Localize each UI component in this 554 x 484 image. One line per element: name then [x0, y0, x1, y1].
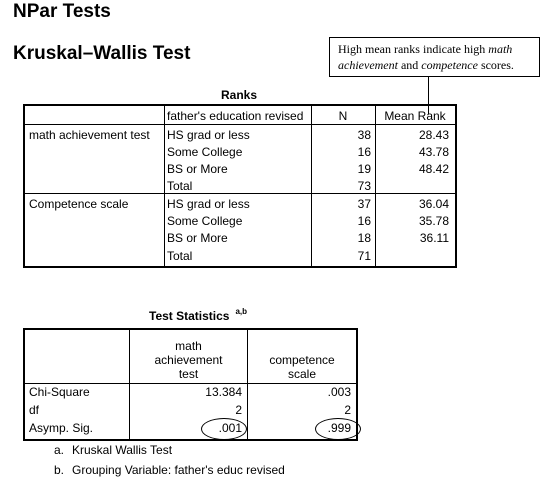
significance-highlight-circle-competence: [315, 418, 361, 440]
ranks-level: HS grad or less: [167, 128, 250, 142]
ranks-divider-variable: [164, 106, 165, 266]
ranks-n: 19: [357, 162, 371, 176]
ts-row-label: Asymp. Sig.: [29, 421, 94, 435]
ranks-level: Some College: [167, 145, 243, 159]
footnote-mark: b.: [54, 463, 65, 477]
significance-highlight-circle-math: [201, 418, 247, 440]
ts-header-col1-line3: test: [178, 367, 199, 381]
ranks-n: 18: [357, 231, 371, 245]
ranks-mean-rank: 36.11: [419, 231, 449, 245]
ranks-header-rule: [25, 124, 455, 125]
ranks-level: Some College: [167, 214, 243, 228]
ranks-mean-rank: 35.78: [418, 214, 449, 228]
ts-value-col2: 2: [344, 403, 351, 417]
callout-text-post: scores.: [477, 58, 514, 72]
ranks-n: 16: [357, 214, 371, 228]
callout-text-pre: High mean ranks indicate high: [338, 42, 489, 56]
test-statistics-title-footnote-marks: a,b: [235, 307, 248, 316]
ranks-mean-rank: 43.78: [418, 145, 449, 159]
ts-value-col1-sig: .001: [218, 421, 242, 435]
ranks-variable-label: math achievement test: [29, 128, 150, 142]
ranks-n: 37: [357, 197, 371, 211]
footnote-a: [54, 443, 172, 457]
ranks-header-factor: father's education revised: [167, 109, 304, 123]
annotation-callout: [329, 37, 540, 77]
callout-text-mid: and: [397, 58, 422, 72]
kruskal-wallis-heading: Kruskal–Wallis Test: [13, 43, 191, 64]
ts-header-col1-line2: achievement: [154, 353, 223, 367]
ranks-divider-n: [375, 106, 376, 266]
ts-header-col1-line1: math: [175, 339, 202, 353]
ts-header-rule: [25, 383, 356, 384]
test-statistics-title-text: Test Statistics: [149, 309, 230, 323]
ranks-level-total: Total: [167, 249, 193, 263]
test-statistics-table: [23, 328, 358, 441]
ranks-mean-rank: 28.43: [418, 128, 449, 142]
ranks-header-n: N: [338, 109, 348, 123]
ts-value-col1: 13.384: [205, 385, 242, 399]
test-statistics-title: [149, 308, 247, 323]
callout-em-math: math achievement: [338, 42, 513, 72]
ranks-level-total: Total: [167, 179, 193, 193]
footnote-mark: a.: [54, 443, 65, 457]
ranks-mean-rank: 36.04: [418, 197, 449, 211]
footnote-text: Grouping Variable: father's educ revised: [72, 463, 285, 477]
ts-row-label: df: [29, 403, 40, 417]
npar-tests-heading: NPar Tests: [13, 1, 111, 22]
callout-em-competence: competence: [421, 58, 478, 72]
ranks-header-mean-rank: Mean Rank: [384, 109, 446, 123]
ts-row-label: Chi-Square: [29, 385, 90, 399]
ts-value-col1: 2: [235, 403, 242, 417]
ranks-table-title: Ranks: [221, 88, 258, 102]
footnote-b: [54, 463, 285, 477]
ts-value-col2: .003: [327, 385, 351, 399]
footnote-text: Kruskal Wallis Test: [72, 443, 173, 457]
ranks-group-rule: [25, 193, 455, 194]
ranks-level: BS or More: [167, 162, 228, 176]
ranks-mean-rank: 48.42: [418, 162, 449, 176]
ranks-n-total: 73: [357, 179, 371, 193]
ranks-n-total: 71: [357, 249, 371, 263]
ranks-n: 16: [357, 145, 371, 159]
ranks-variable-label: Competence scale: [29, 197, 129, 211]
ranks-level: HS grad or less: [167, 197, 250, 211]
ranks-level: BS or More: [167, 231, 228, 245]
ts-header-col2-line2: scale: [287, 367, 316, 381]
ts-value-col2-sig: .999: [327, 421, 351, 435]
ranks-n: 38: [357, 128, 371, 142]
ranks-divider-level: [311, 106, 312, 266]
ranks-table: [23, 104, 457, 268]
ts-header-col2-line1: competence: [269, 353, 335, 367]
